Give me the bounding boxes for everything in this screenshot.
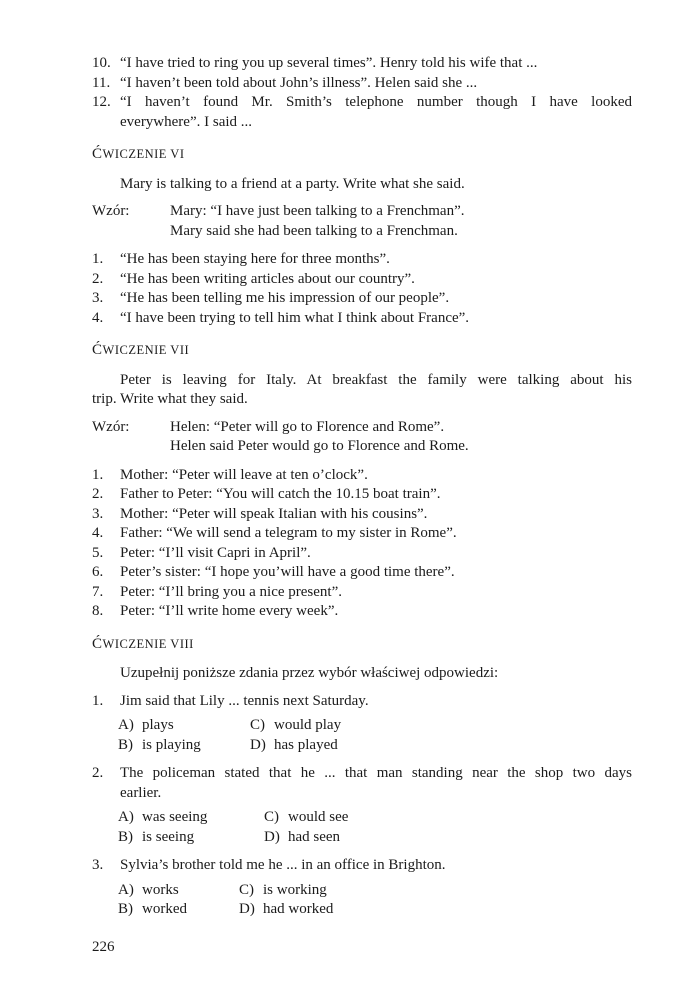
answer-option	[118, 808, 264, 828]
option-text: works	[142, 881, 179, 898]
answer-option	[118, 881, 239, 901]
item-number: 1.	[92, 251, 104, 267]
item-number: 2.	[92, 270, 104, 287]
exercise-vi-example	[92, 202, 632, 241]
option-text: plays	[142, 717, 174, 733]
option-text: had worked	[263, 901, 334, 917]
question-text: Sylvia’s brother told me he ... in an office in Brighton.	[120, 857, 446, 873]
item-text: Mother: “Peter will leave at ten o’clock”.	[120, 466, 368, 483]
intro-line2: trip. Write what they said.	[92, 391, 248, 407]
item-text: “He has been writing articles about our country”.	[120, 270, 415, 287]
example-label: Wzór:	[92, 418, 130, 435]
multiple-choice-question	[92, 692, 632, 756]
option-key: C)	[264, 809, 279, 825]
question-number: 3.	[92, 857, 104, 873]
question-number: 2.	[92, 765, 104, 781]
option-text: would see	[288, 809, 349, 825]
item-text: Father: “We will send a telegram to my sister in Rome”.	[120, 525, 457, 541]
answer-options	[118, 716, 632, 755]
option-key: D)	[264, 828, 280, 845]
item-text: Father to Peter: “You will catch the 10.15 boat train”.	[120, 486, 441, 502]
question-text-line2: earlier.	[120, 784, 162, 801]
item-number: 8.	[92, 603, 104, 619]
example-line1: Mary: “I have just been talking to a Frenchman”.	[170, 203, 465, 219]
item-number: 7.	[92, 583, 104, 600]
option-key: B)	[118, 901, 133, 917]
example-body	[170, 202, 632, 241]
item-text: “I have been trying to tell him what I think about France”.	[120, 309, 470, 326]
option-text: has played	[274, 736, 338, 753]
list-item	[92, 74, 632, 94]
multiple-choice-question	[92, 764, 632, 847]
list-item	[92, 563, 632, 583]
answer-option	[250, 716, 632, 736]
item-number: 10.	[92, 55, 111, 71]
item-text: “I have tried to ring you up several times”. Henry told his wife that ...	[120, 55, 538, 71]
item-text-line1: “I haven’t found Mr. Smith’s telephone number though I have looked	[120, 94, 632, 110]
question-line	[92, 764, 632, 803]
answer-option	[118, 736, 250, 756]
exercise-vii-intro	[92, 371, 632, 410]
answer-option	[118, 900, 239, 920]
exercise-vii-items	[92, 466, 632, 622]
exercise-vi-items	[92, 250, 632, 328]
item-text: Peter: “I’ll write home every week”.	[120, 603, 339, 619]
exercise-vii-heading: ĆWICZENIE VII	[92, 342, 190, 358]
item-number: 3.	[92, 290, 104, 306]
example-line2: Mary said she had been talking to a Frenchman.	[170, 222, 458, 239]
list-item	[92, 466, 632, 486]
answer-option	[118, 716, 250, 736]
option-key: B)	[118, 736, 133, 753]
list-item	[92, 54, 632, 74]
option-key: A)	[118, 809, 134, 825]
item-text: Mother: “Peter will speak Italian with his cousins”.	[120, 505, 428, 522]
option-text: is playing	[142, 736, 201, 753]
item-text: Peter’s sister: “I hope you’will have a good time there”.	[120, 564, 455, 580]
question-number: 1.	[92, 692, 104, 709]
item-number: 1.	[92, 466, 104, 483]
example-label: Wzór:	[92, 203, 130, 219]
list-item	[92, 583, 632, 603]
item-text-line2: everywhere”. I said ...	[120, 113, 253, 130]
example-line1: Helen: “Peter will go to Florence and Rome”.	[170, 418, 445, 435]
item-number: 12.	[92, 94, 111, 110]
item-number: 3.	[92, 505, 104, 522]
item-number: 6.	[92, 564, 104, 580]
list-item	[92, 270, 632, 290]
exercise-viii-intro: Uzupełnij poniższe zdania przez wybór właściwej odpowiedzi:	[120, 665, 499, 681]
item-number: 4.	[92, 309, 104, 326]
option-key: B)	[118, 828, 133, 845]
option-key: A)	[118, 717, 134, 733]
option-text: worked	[142, 901, 187, 917]
item-text: Peter: “I’ll bring you a nice present”.	[120, 583, 342, 600]
answer-option	[264, 808, 632, 828]
option-key: C)	[250, 717, 265, 733]
option-key: D)	[239, 901, 255, 917]
item-number: 5.	[92, 544, 104, 561]
question-line	[92, 856, 632, 876]
list-item	[92, 250, 632, 270]
multiple-choice-question	[92, 856, 632, 920]
list-item	[92, 289, 632, 309]
list-item	[92, 485, 632, 505]
option-text: is seeing	[142, 828, 195, 845]
example-line2: Helen said Peter would go to Florence and Rome.	[170, 438, 469, 454]
answer-option	[118, 828, 264, 848]
option-text: would play	[274, 717, 342, 733]
option-text: had seen	[288, 828, 341, 845]
option-key: A)	[118, 881, 134, 898]
item-number: 4.	[92, 525, 104, 541]
example-body	[170, 418, 632, 457]
list-item	[92, 505, 632, 525]
item-text: “I haven’t been told about John’s illness”. Helen said she ...	[120, 74, 478, 91]
item-text: “He has been staying here for three months”.	[120, 251, 390, 267]
question-line	[92, 692, 632, 712]
list-item	[92, 524, 632, 544]
question-text-line1: The policeman stated that he ... that man standing near the shop two days	[120, 765, 632, 781]
answer-option	[239, 881, 632, 901]
item-number: 2.	[92, 486, 104, 502]
answer-options	[118, 881, 632, 920]
option-key: C)	[239, 881, 254, 898]
answer-option	[264, 828, 632, 848]
item-number: 11.	[92, 74, 111, 91]
list-item	[92, 93, 632, 132]
reported-speech-list-top	[92, 54, 632, 132]
question-text	[120, 764, 632, 803]
item-text	[120, 93, 632, 132]
list-item	[92, 309, 632, 329]
exercise-viii-heading: ĆWICZENIE VIII	[92, 635, 194, 652]
option-text: was seeing	[142, 809, 208, 825]
list-item	[92, 602, 632, 622]
item-text: Peter: “I’ll visit Capri in April”.	[120, 544, 311, 561]
answer-options	[118, 808, 632, 847]
intro-line1: Peter is leaving for Italy. At breakfast the family were talking about his	[120, 371, 632, 388]
question-text: Jim said that Lily ... tennis next Saturday.	[120, 692, 369, 709]
answer-option	[250, 736, 632, 756]
option-text: is working	[263, 881, 327, 898]
exercise-vi-intro: Mary is talking to a friend at a party. Write what she said.	[120, 175, 465, 192]
item-text: “He has been telling me his impression of our people”.	[120, 290, 450, 306]
list-item	[92, 544, 632, 564]
exercise-vi-heading: ĆWICZENIE VI	[92, 146, 185, 162]
page-number: 226	[92, 938, 115, 955]
answer-option	[239, 900, 632, 920]
exercise-vii-example	[92, 418, 632, 457]
option-key: D)	[250, 736, 266, 753]
